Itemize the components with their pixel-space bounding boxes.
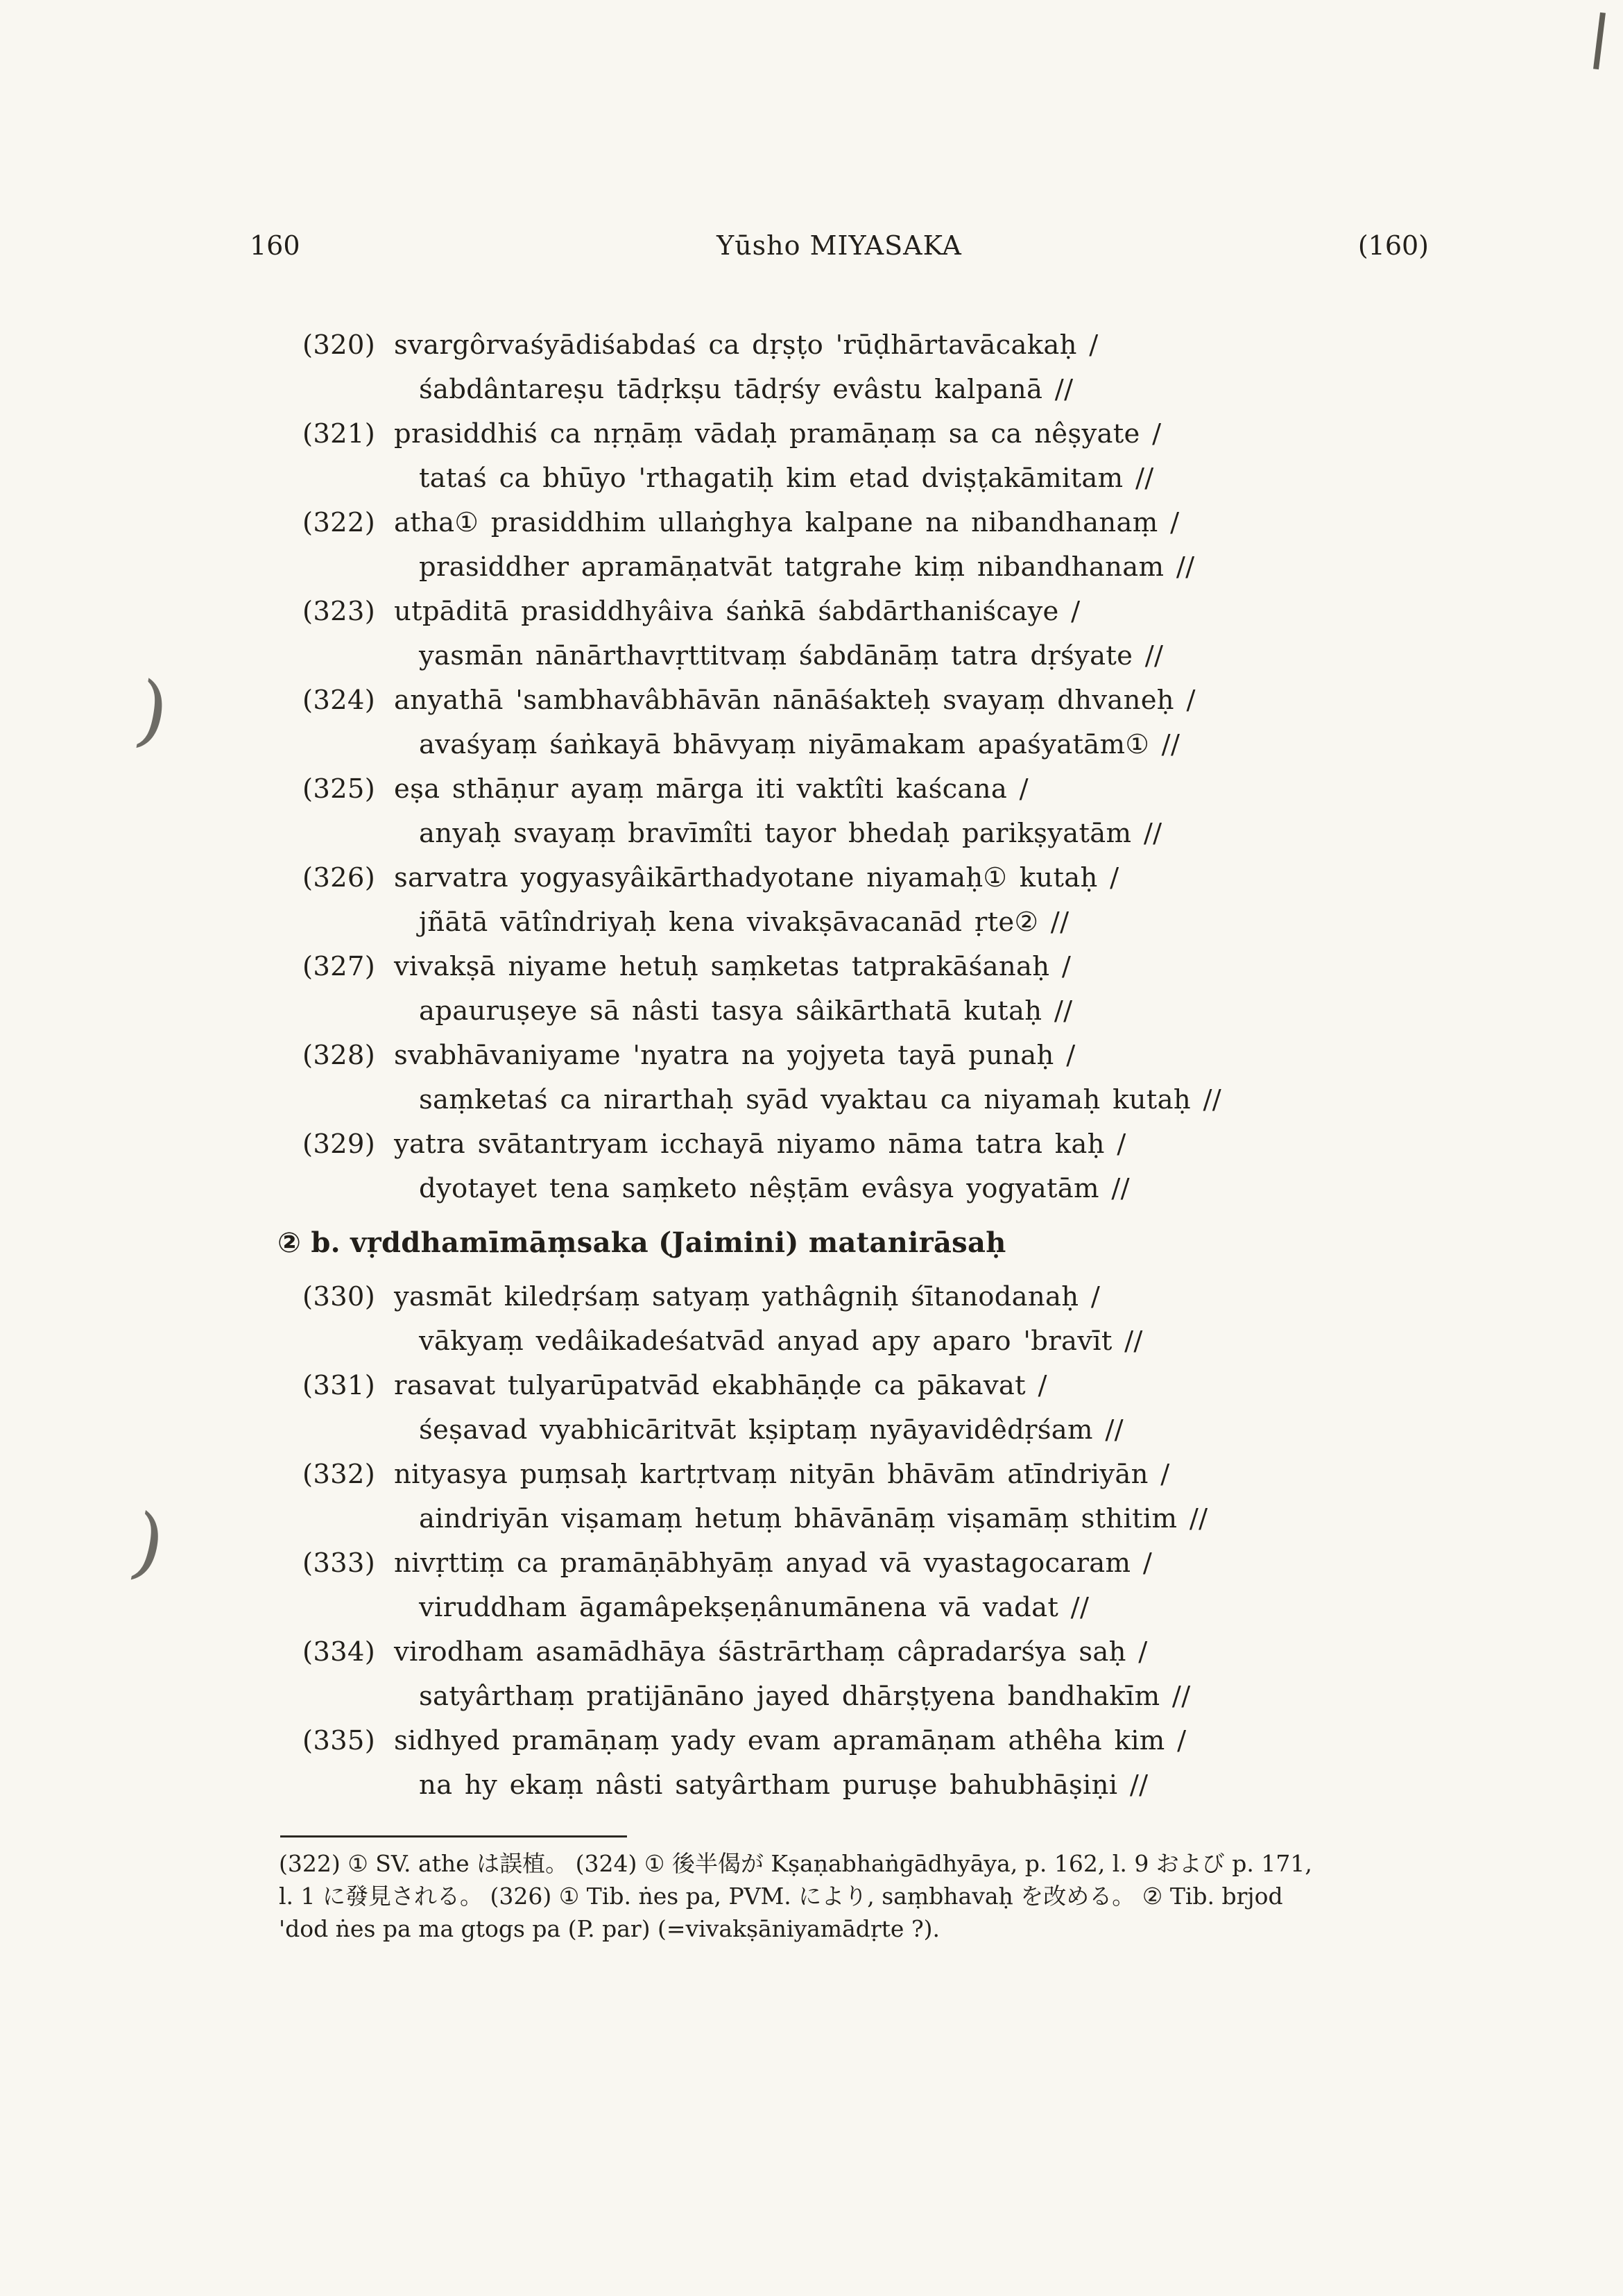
verse-line-1: svargôrvaśyādiśabdaś ca dṛṣṭo 'rūḍhārtavācakaḥ / <box>394 329 1099 361</box>
verse-line-2: prasiddher apramāṇatvāt tatgrahe kiṃ nibandhanam // <box>419 551 1195 583</box>
verse-number: (321) <box>302 418 376 449</box>
verse-row <box>302 945 1450 1034</box>
verse-number: (327) <box>302 951 376 982</box>
verse-row <box>302 856 1450 945</box>
verse-line-1: yasmāt kiledṛśaṃ satyaṃ yathâgniḥ śītanodanaḥ / <box>394 1281 1101 1312</box>
footnote-line: 'dod ṅes pa ma gtogs pa (P. par) (=vivakṣāniyamādṛte ?). <box>279 1915 941 1942</box>
verse-line-2: avaśyaṃ śaṅkayā bhāvyaṃ niyāmakam apaśyatām① // <box>419 729 1180 760</box>
verse-number: (322) <box>302 507 376 538</box>
verse-line-1: sarvatra yogyasyâikārthadyotane niyamaḥ① kutaḥ / <box>394 862 1119 893</box>
scan-artifact-margin-mark: ) <box>123 1496 173 1592</box>
verse-number: (326) <box>302 862 376 893</box>
verse-row <box>302 1630 1450 1719</box>
footnote-divider <box>280 1835 627 1837</box>
page-header <box>250 229 1429 262</box>
verse-number: (335) <box>302 1725 376 1756</box>
verse-line-1: vivakṣā niyame hetuḥ saṃketas tatprakāśanaḥ / <box>394 951 1072 982</box>
verse-line-2: dyotayet tena saṃketo nêṣṭām evâsya yogyatām // <box>419 1173 1130 1204</box>
footnotes-section <box>279 1835 1450 1945</box>
verse-line-1: sidhyed pramāṇaṃ yady evam apramāṇam athêha kim / <box>394 1725 1187 1756</box>
scan-artifact-margin-mark: ) <box>130 665 175 759</box>
verse-number: (323) <box>302 596 376 627</box>
verse-line-2: apauruṣeye sā nâsti tasya sâikārthatā kutaḥ // <box>419 995 1073 1027</box>
verse-line-2: satyârthaṃ pratijānāno jayed dhārṣṭyena bandhakīm // <box>419 1681 1191 1712</box>
section-heading: ② b. vṛddhamīmāṃsaka (Jaimini) matanirāsaḥ <box>277 1226 1006 1259</box>
footnote-line: l. 1 に發見される。 (326) ① Tib. ṅes pa, PVM. により, saṃbhavaḥ を改める。 ② Tib. brjod <box>279 1883 1283 1910</box>
verse-line-1: eṣa sthāṇur ayaṃ mārga iti vaktîti kaścana / <box>394 773 1029 805</box>
verse-line-2: jñātā vātîndriyaḥ kena vivakṣāvacanād ṛte② // <box>419 907 1070 938</box>
verse-row <box>302 1541 1450 1630</box>
verses-section-1 <box>302 323 1450 1211</box>
verse-number: (324) <box>302 685 376 716</box>
verse-number: (332) <box>302 1459 376 1490</box>
verse-number: (325) <box>302 773 376 805</box>
verse-row <box>302 678 1450 767</box>
verse-row <box>302 590 1450 678</box>
verse-number: (329) <box>302 1129 376 1160</box>
verse-number: (320) <box>302 329 376 361</box>
verse-row <box>302 1275 1450 1364</box>
verse-line-1: yatra svātantryam icchayā niyamo nāma tatra kaḥ / <box>394 1129 1126 1160</box>
verse-line-1: nityasya puṃsaḥ kartṛtvaṃ nityān bhāvām atīndriyān / <box>394 1459 1170 1490</box>
verse-row <box>302 1453 1450 1541</box>
verse-line-1: atha① prasiddhim ullaṅghya kalpane na nibandhanaṃ / <box>394 507 1180 538</box>
verse-row <box>302 1034 1450 1122</box>
verse-number: (334) <box>302 1636 376 1668</box>
verse-line-2: yasmān nānārthavṛttitvaṃ śabdānāṃ tatra dṛśyate // <box>419 640 1164 671</box>
verse-line-2: vākyaṃ vedâikadeśatvād anyad apy aparo 'bravīt // <box>419 1326 1143 1357</box>
verse-row <box>302 1122 1450 1211</box>
verse-line-1: virodham asamādhāya śāstrārthaṃ câpradarśya saḥ / <box>394 1636 1148 1668</box>
verse-line-1: svabhāvaniyame 'nyatra na yojyeta tayā punaḥ / <box>394 1040 1076 1071</box>
verse-line-2: tataś ca bhūyo 'rthagatiḥ kim etad dviṣṭakāmitam // <box>419 463 1154 494</box>
page-number-left: 160 <box>250 230 300 261</box>
verse-row <box>302 1364 1450 1453</box>
verse-line-2: na hy ekaṃ nâsti satyârtham puruṣe bahubhāṣiṇi // <box>419 1770 1149 1801</box>
page-title: Yūsho MIYASAKA <box>716 230 962 261</box>
verse-number: (330) <box>302 1281 376 1312</box>
verse-line-1: nivṛttiṃ ca pramāṇābhyāṃ anyad vā vyastagocaram / <box>394 1548 1153 1579</box>
verse-line-2: viruddham āgamâpekṣeṇânumānena vā vadat // <box>419 1592 1090 1623</box>
verse-row <box>302 1719 1450 1808</box>
verse-row <box>302 501 1450 590</box>
verse-line-1: prasiddhiś ca nṛṇāṃ vādaḥ pramāṇaṃ sa ca nêṣyate / <box>394 418 1162 449</box>
verse-line-2: śeṣavad vyabhicāritvāt kṣiptaṃ nyāyavidêdṛśam // <box>419 1414 1124 1446</box>
verse-line-1: utpāditā prasiddhyâiva śaṅkā śabdārthaniścaye / <box>394 596 1081 627</box>
verse-line-2: anyaḥ svayaṃ bravīmîti tayor bhedaḥ parikṣyatām // <box>419 818 1162 849</box>
verse-number: (333) <box>302 1548 376 1579</box>
verses-section-2 <box>302 1275 1450 1808</box>
verse-line-2: śabdântareṣu tādṛkṣu tādṛśy evâstu kalpanā // <box>419 374 1074 405</box>
verse-number: (328) <box>302 1040 376 1071</box>
verse-line-1: anyathā 'sambhavâbhāvān nānāśakteḥ svayaṃ dhvaneḥ / <box>394 685 1196 716</box>
footnote-line: (322) ① SV. athe は誤植。 (324) ① 後半偈が Kṣaṇabhaṅgādhyāya, p. 162, l. 9 および p. 171, <box>279 1850 1312 1877</box>
verse-row <box>302 412 1450 501</box>
verse-number: (331) <box>302 1370 376 1401</box>
verse-line-2: aindriyān viṣamaṃ hetuṃ bhāvānāṃ viṣamāṃ sthitim // <box>419 1503 1208 1534</box>
verse-line-2: saṃketaś ca nirarthaḥ syād vyaktau ca niyamaḥ kutaḥ // <box>419 1084 1222 1115</box>
page-number-right: (160) <box>1357 230 1429 261</box>
verse-row <box>302 767 1450 856</box>
verse-line-1: rasavat tulyarūpatvād ekabhāṇḍe ca pākavat / <box>394 1370 1047 1401</box>
verse-row <box>302 323 1450 412</box>
